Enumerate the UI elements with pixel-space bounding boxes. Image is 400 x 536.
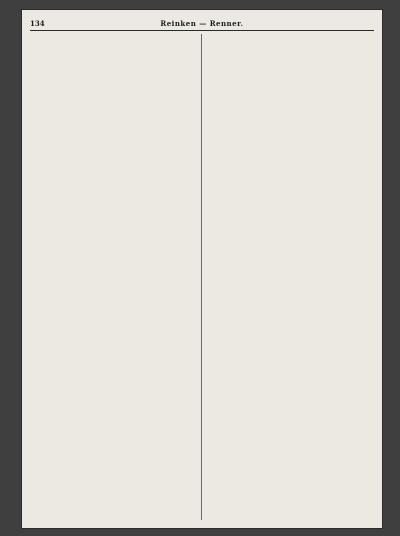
right-column <box>207 34 373 522</box>
column-divider <box>201 34 202 520</box>
page-number: 134 <box>30 19 45 28</box>
header-rule <box>30 30 374 31</box>
left-column <box>30 34 196 522</box>
running-title: Reinken — Renner. <box>160 19 244 28</box>
directory-page <box>22 10 382 528</box>
